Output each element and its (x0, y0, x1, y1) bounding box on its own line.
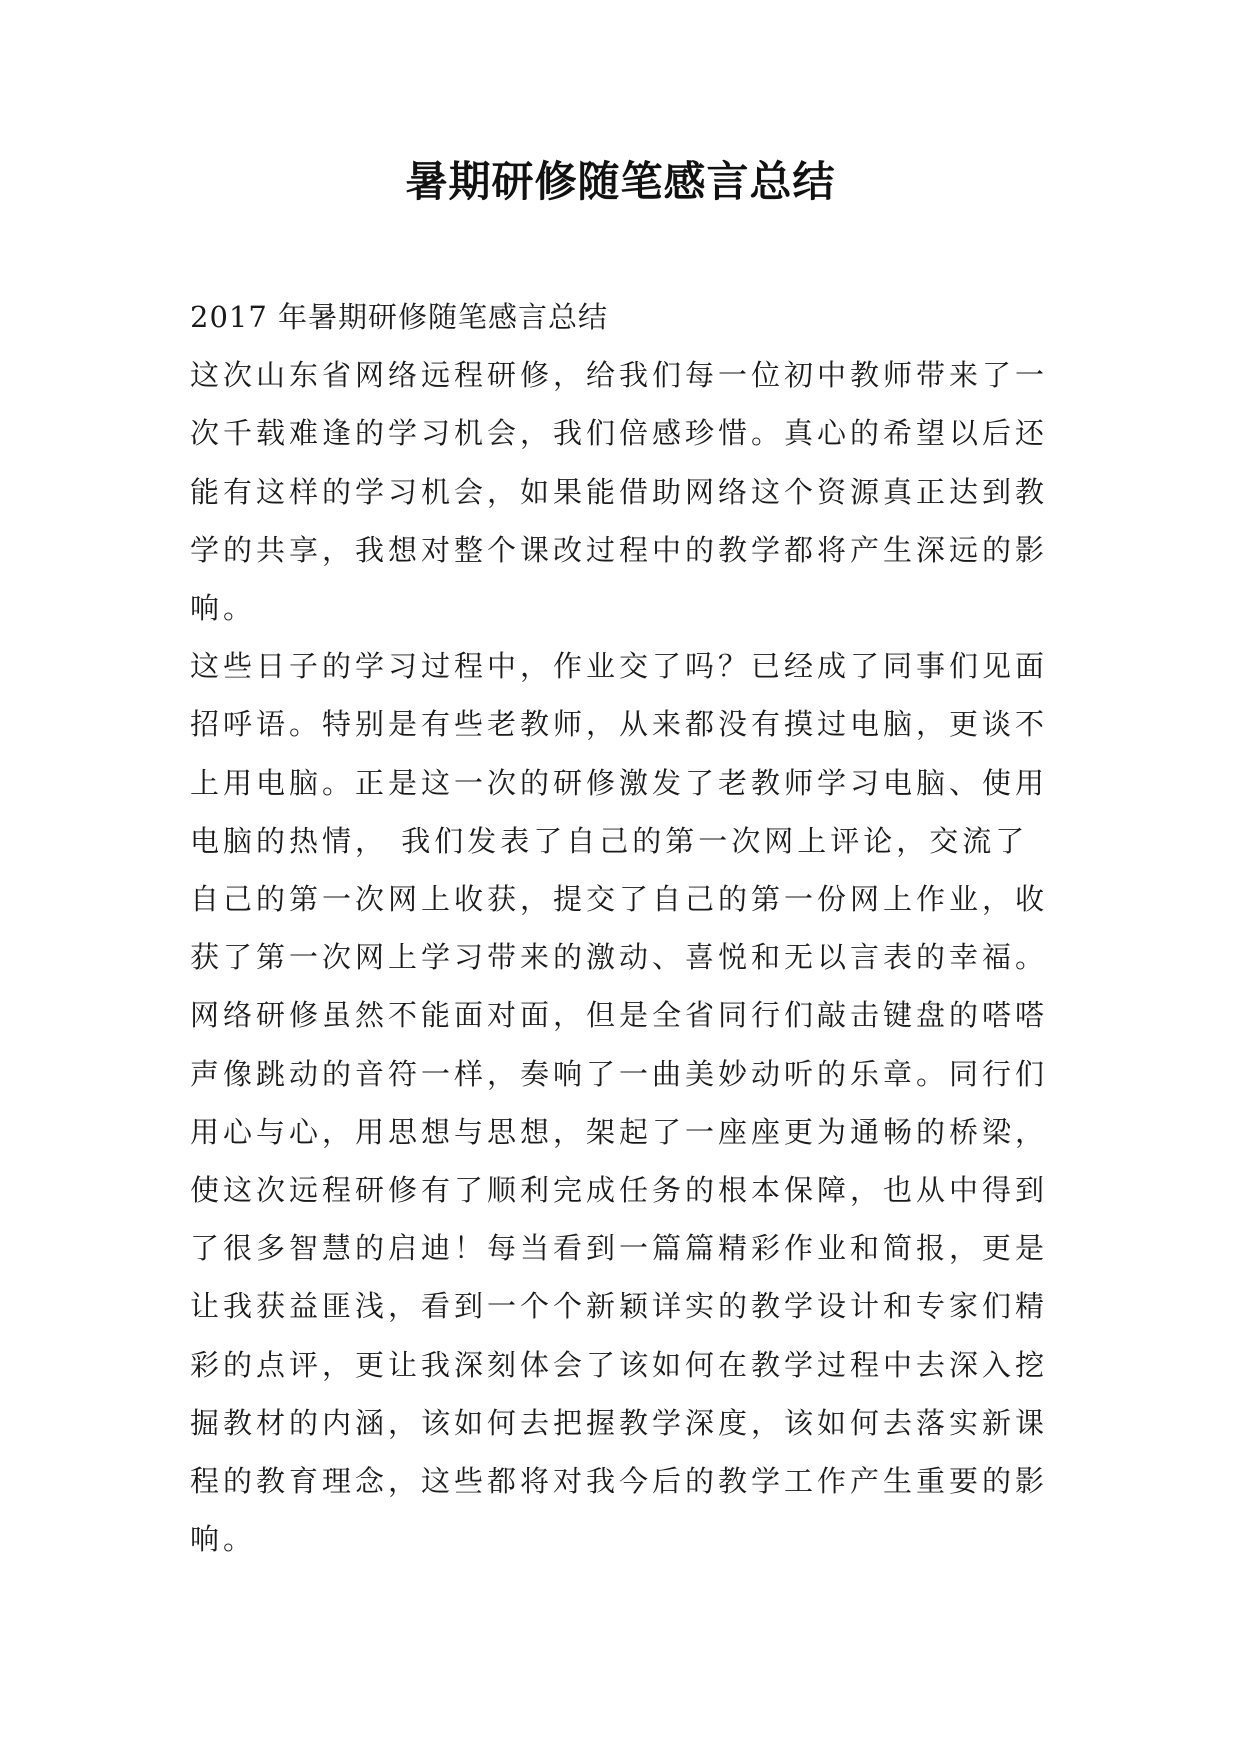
paragraph-1: 这次山东省网络远程研修，给我们每一位初中教师带来了一次千载难逢的学习机会，我们倍感珍惜。真心的希望以后还能有这样的学习机会，如果能借助网络这个资源真正达到教学的共享，我想对整个课改过程中的教学都将产生深远的影响。 (190, 358, 1049, 626)
document-title: 暑期研修随笔感言总结 (405, 157, 836, 206)
document-body (190, 288, 1060, 1568)
document-subtitle: 2017 年暑期研修随笔感言总结 (190, 300, 609, 334)
paragraph-2: 这些日子的学习过程中，作业交了吗？已经成了同事们见面招呼语。特别是有些老教师，从来都没有摸过电脑，更谈不上用电脑。正是这一次的研修激发了老教师学习电脑、使用电脑的热情， 我们发表了自己的第一次网上评论，交流了自己的第一次网上收获，提交了自己的第一份网上作业，收获了第一次网上学习带来的激动、喜悦和无以言表的幸福。网络研修虽然不能面对面，但是全省同行们敲击键盘的嗒嗒声像跳动的音符一样，奏响了一曲美妙动听的乐章。同行们用心与心，用思想与思想，架起了一座座更为通畅的桥梁，使这次远程研修有了顺利完成任务的根本保障，也从中得到了很多智慧的启迪！每当看到一篇篇精彩作业和简报，更是让我获益匪浅，看到一个个新颖详实的教学设计和专家们精彩的点评，更让我深刻体会了该如何在教学过程中去深入挖掘教材的内涵，该如何去把握教学深度，该如何去落实新课程的教育理念，这些都将对我今后的教学工作产生重要的影响。 (190, 649, 1049, 1557)
